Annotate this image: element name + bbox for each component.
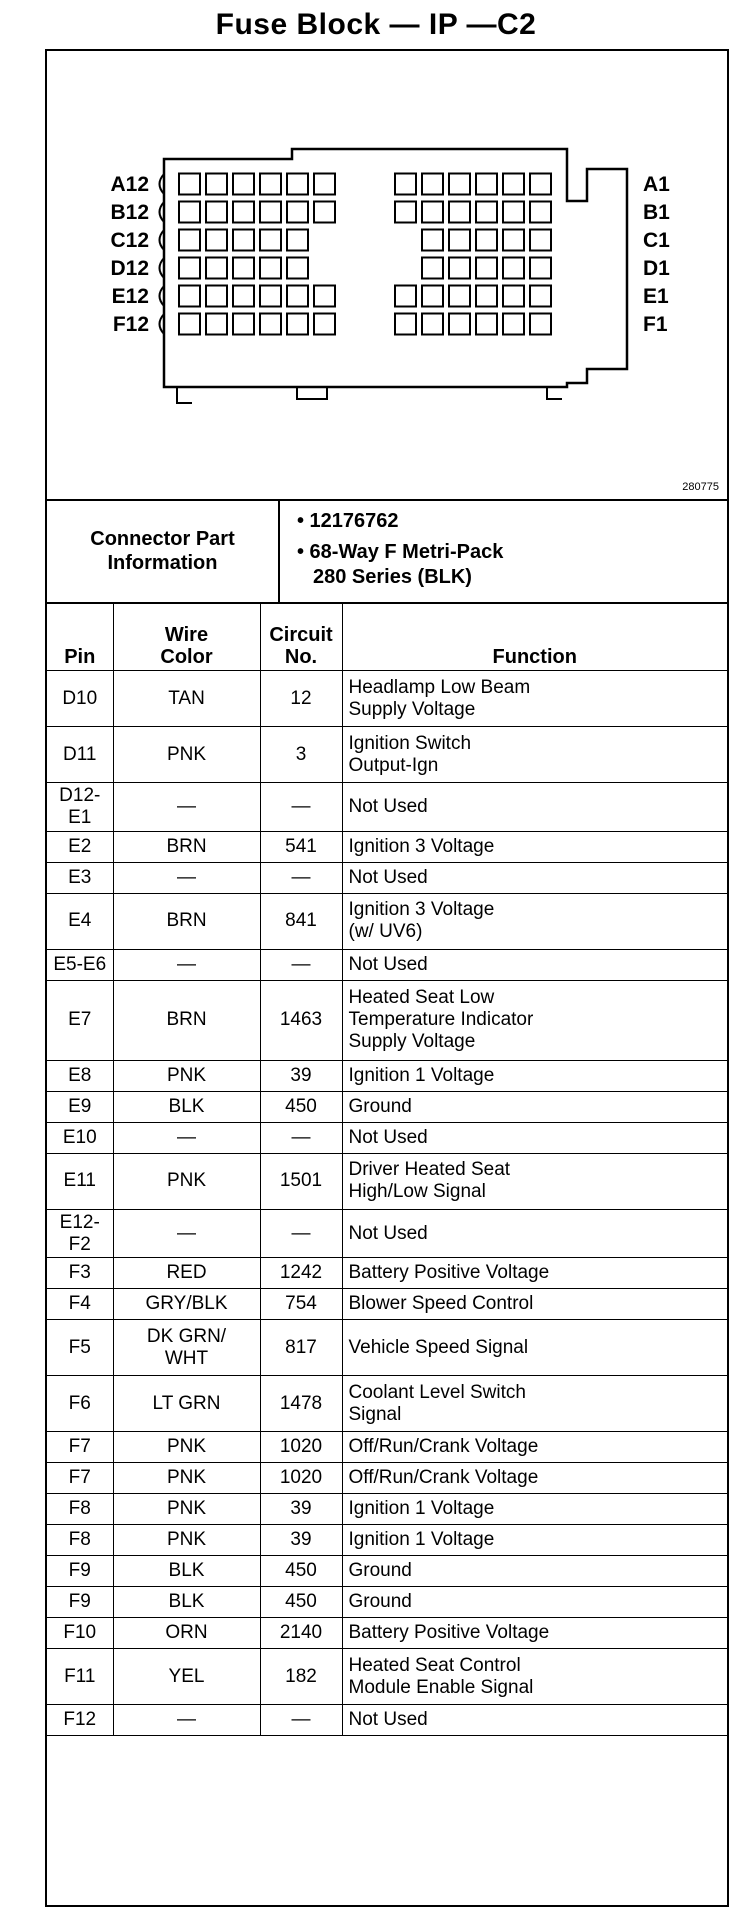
wire-color-cell: PNK bbox=[113, 1525, 260, 1556]
row-label-left: C12 bbox=[110, 229, 149, 252]
pin-cell: F4 bbox=[47, 1289, 113, 1320]
terminal-cavity bbox=[476, 314, 497, 335]
terminal-cavity bbox=[233, 286, 254, 307]
connector-part-list bbox=[297, 509, 503, 596]
terminal-cavity bbox=[233, 174, 254, 195]
function-cell: Battery Positive Voltage bbox=[342, 1618, 727, 1649]
wire-color-cell: LT GRN bbox=[113, 1376, 260, 1432]
function-cell: Ignition 1 Voltage bbox=[342, 1525, 727, 1556]
row-label-right: F1 bbox=[643, 313, 668, 336]
terminal-cavity bbox=[314, 202, 335, 223]
terminal-cavity bbox=[287, 286, 308, 307]
row-label-left: E12 bbox=[111, 285, 149, 308]
wire-color-cell: BRN bbox=[113, 831, 260, 862]
terminal-cavity bbox=[476, 202, 497, 223]
function-cell: Vehicle Speed Signal bbox=[342, 1320, 727, 1376]
circuit-number-cell: 1501 bbox=[260, 1153, 342, 1209]
row-label-right: E1 bbox=[643, 285, 669, 308]
terminal-cavity bbox=[503, 286, 524, 307]
pin-cell: E4 bbox=[47, 893, 113, 949]
terminal-cavity bbox=[395, 174, 416, 195]
terminal-cavity bbox=[530, 258, 551, 279]
connector-document-frame bbox=[45, 49, 729, 1907]
terminal-cavity bbox=[422, 202, 443, 223]
table-row bbox=[47, 1587, 727, 1618]
terminal-cavity bbox=[206, 314, 227, 335]
pin-cell: E5-E6 bbox=[47, 949, 113, 980]
terminal-cavity bbox=[179, 174, 200, 195]
terminal-cavity bbox=[449, 174, 470, 195]
terminal-cavity bbox=[260, 174, 281, 195]
row-label-left: F12 bbox=[112, 313, 149, 336]
wire-color-cell: PNK bbox=[113, 1153, 260, 1209]
function-cell: Driver Heated Seat High/Low Signal bbox=[342, 1153, 727, 1209]
row-label-left: D12 bbox=[110, 257, 149, 280]
circuit-number-cell: 39 bbox=[260, 1494, 342, 1525]
circuit-number-cell: 817 bbox=[260, 1320, 342, 1376]
terminal-cavity bbox=[206, 230, 227, 251]
terminal-cavity bbox=[449, 286, 470, 307]
terminal-cavity bbox=[287, 258, 308, 279]
circuit-number-cell: 450 bbox=[260, 1556, 342, 1587]
circuit-number-cell: 541 bbox=[260, 831, 342, 862]
terminal-cavity bbox=[260, 286, 281, 307]
function-cell: Not Used bbox=[342, 1122, 727, 1153]
table-row bbox=[47, 1432, 727, 1463]
row-label-right: D1 bbox=[643, 257, 670, 280]
wire-color-cell: DK GRN/ WHT bbox=[113, 1320, 260, 1376]
terminal-cavity bbox=[449, 230, 470, 251]
wire-color-cell: — bbox=[113, 783, 260, 832]
terminal-cavity bbox=[314, 314, 335, 335]
circuit-number-cell: — bbox=[260, 1705, 342, 1736]
table-row bbox=[47, 1376, 727, 1432]
latch-tab bbox=[547, 387, 562, 399]
terminal-cavity bbox=[179, 258, 200, 279]
table-row bbox=[47, 1618, 727, 1649]
terminal-cavity bbox=[179, 202, 200, 223]
terminal-cavity bbox=[179, 314, 200, 335]
circuit-number-cell: 841 bbox=[260, 893, 342, 949]
terminal-cavity bbox=[503, 314, 524, 335]
function-cell: Not Used bbox=[342, 862, 727, 893]
table-row bbox=[47, 1060, 727, 1091]
table-row bbox=[47, 1649, 727, 1705]
terminal-cavity bbox=[233, 258, 254, 279]
row-label-right: A1 bbox=[643, 173, 670, 196]
table-row bbox=[47, 727, 727, 783]
pin-cell: F9 bbox=[47, 1556, 113, 1587]
circuit-number-cell: 3 bbox=[260, 727, 342, 783]
page-title: Fuse Block — IP —C2 bbox=[215, 8, 537, 41]
connector-diagram bbox=[47, 51, 727, 501]
terminal-cavity bbox=[449, 258, 470, 279]
latch-tab bbox=[177, 387, 192, 403]
function-cell: Ground bbox=[342, 1091, 727, 1122]
terminal-cavity bbox=[260, 258, 281, 279]
terminal-cavity bbox=[206, 258, 227, 279]
wire-color-cell: — bbox=[113, 949, 260, 980]
row-label-left: B12 bbox=[110, 201, 149, 224]
pin-cell: E7 bbox=[47, 980, 113, 1060]
circuit-number-cell: 39 bbox=[260, 1060, 342, 1091]
pin-cell: F8 bbox=[47, 1525, 113, 1556]
table-row bbox=[47, 1494, 727, 1525]
function-cell: Battery Positive Voltage bbox=[342, 1258, 727, 1289]
function-cell: Off/Run/Crank Voltage bbox=[342, 1432, 727, 1463]
terminal-cavity bbox=[476, 174, 497, 195]
header-wire-color: Wire Color bbox=[113, 602, 260, 671]
function-cell: Not Used bbox=[342, 783, 727, 832]
table-row bbox=[47, 949, 727, 980]
circuit-number-cell: — bbox=[260, 1209, 342, 1258]
pinout-table bbox=[47, 602, 727, 1736]
circuit-number-cell: 1020 bbox=[260, 1432, 342, 1463]
pin-cell: F10 bbox=[47, 1618, 113, 1649]
circuit-number-cell: — bbox=[260, 1122, 342, 1153]
circuit-number-cell: 1478 bbox=[260, 1376, 342, 1432]
row-label-right: B1 bbox=[643, 201, 670, 224]
table-row bbox=[47, 980, 727, 1060]
pin-cell: F7 bbox=[47, 1432, 113, 1463]
terminal-cavity bbox=[530, 230, 551, 251]
terminal-cavity bbox=[530, 314, 551, 335]
connector-face-drawing bbox=[47, 51, 727, 499]
circuit-number-cell: 12 bbox=[260, 671, 342, 727]
function-cell: Off/Run/Crank Voltage bbox=[342, 1463, 727, 1494]
connector-part-information bbox=[47, 499, 727, 604]
terminal-cavity bbox=[287, 230, 308, 251]
terminal-cavity bbox=[476, 258, 497, 279]
pin-cell: D12-E1 bbox=[47, 783, 113, 832]
diagram-reference-number: 280775 bbox=[682, 481, 719, 493]
terminal-cavity bbox=[530, 202, 551, 223]
function-cell: Heated Seat Low Temperature Indicator Supply Voltage bbox=[342, 980, 727, 1060]
function-cell: Coolant Level Switch Signal bbox=[342, 1376, 727, 1432]
wire-color-cell: — bbox=[113, 1122, 260, 1153]
table-row bbox=[47, 783, 727, 832]
circuit-number-cell: 1020 bbox=[260, 1463, 342, 1494]
header-circuit-number: Circuit No. bbox=[260, 602, 342, 671]
terminal-cavity bbox=[179, 286, 200, 307]
terminal-cavity bbox=[503, 230, 524, 251]
table-row bbox=[47, 1209, 727, 1258]
pin-cell: D10 bbox=[47, 671, 113, 727]
terminal-cavity bbox=[422, 314, 443, 335]
terminal-cavity bbox=[395, 202, 416, 223]
terminal-cavity bbox=[422, 258, 443, 279]
wire-color-cell: PNK bbox=[113, 727, 260, 783]
function-cell: Headlamp Low Beam Supply Voltage bbox=[342, 671, 727, 727]
wire-color-cell: GRY/BLK bbox=[113, 1289, 260, 1320]
terminal-cavity bbox=[449, 202, 470, 223]
table-row bbox=[47, 1463, 727, 1494]
pin-cell: F5 bbox=[47, 1320, 113, 1376]
table-row bbox=[47, 1153, 727, 1209]
table-row bbox=[47, 671, 727, 727]
latch-tab bbox=[297, 387, 327, 399]
wire-color-cell: — bbox=[113, 862, 260, 893]
circuit-number-cell: 1242 bbox=[260, 1258, 342, 1289]
wire-color-cell: PNK bbox=[113, 1494, 260, 1525]
header-pin: Pin bbox=[47, 602, 113, 671]
function-cell: Ignition 3 Voltage bbox=[342, 831, 727, 862]
terminal-cavity bbox=[314, 286, 335, 307]
table-row bbox=[47, 1122, 727, 1153]
table-row bbox=[47, 1289, 727, 1320]
wire-color-cell: YEL bbox=[113, 1649, 260, 1705]
terminal-cavity bbox=[233, 230, 254, 251]
pin-cell: F8 bbox=[47, 1494, 113, 1525]
wire-color-cell: BRN bbox=[113, 893, 260, 949]
function-cell: Ignition 1 Voltage bbox=[342, 1060, 727, 1091]
pin-cell: E10 bbox=[47, 1122, 113, 1153]
pin-cell: E2 bbox=[47, 831, 113, 862]
terminal-cavity bbox=[422, 286, 443, 307]
wire-color-cell: ORN bbox=[113, 1618, 260, 1649]
circuit-number-cell: — bbox=[260, 783, 342, 832]
pin-cell: F12 bbox=[47, 1705, 113, 1736]
terminal-cavity bbox=[530, 174, 551, 195]
row-label-left: A12 bbox=[110, 173, 149, 196]
pin-cell: E12-F2 bbox=[47, 1209, 113, 1258]
wire-color-cell: BLK bbox=[113, 1091, 260, 1122]
table-row bbox=[47, 1258, 727, 1289]
pin-cell: F11 bbox=[47, 1649, 113, 1705]
row-label-right: C1 bbox=[643, 229, 670, 252]
function-cell: Not Used bbox=[342, 949, 727, 980]
table-row bbox=[47, 893, 727, 949]
terminal-cavity bbox=[206, 174, 227, 195]
terminal-cavity bbox=[260, 230, 281, 251]
table-row bbox=[47, 1320, 727, 1376]
terminal-cavity bbox=[422, 230, 443, 251]
terminal-cavity bbox=[449, 314, 470, 335]
terminal-cavity bbox=[503, 202, 524, 223]
circuit-number-cell: 39 bbox=[260, 1525, 342, 1556]
terminal-cavity bbox=[260, 202, 281, 223]
terminal-cavity bbox=[287, 174, 308, 195]
table-row bbox=[47, 862, 727, 893]
header-function: Function bbox=[342, 602, 727, 671]
wire-color-cell: BLK bbox=[113, 1587, 260, 1618]
table-header-row bbox=[47, 602, 727, 671]
pin-cell: E11 bbox=[47, 1153, 113, 1209]
wire-color-cell: PNK bbox=[113, 1432, 260, 1463]
wire-color-cell: BLK bbox=[113, 1556, 260, 1587]
pin-cell: E3 bbox=[47, 862, 113, 893]
pin-cell: F7 bbox=[47, 1463, 113, 1494]
connector-part-number: • 12176762 bbox=[297, 510, 399, 532]
function-cell: Heated Seat Control Module Enable Signal bbox=[342, 1649, 727, 1705]
circuit-number-cell: 2140 bbox=[260, 1618, 342, 1649]
table-row bbox=[47, 831, 727, 862]
terminal-cavity bbox=[206, 202, 227, 223]
pin-cell: D11 bbox=[47, 727, 113, 783]
terminal-cavity bbox=[503, 258, 524, 279]
terminal-cavity bbox=[179, 230, 200, 251]
circuit-number-cell: 182 bbox=[260, 1649, 342, 1705]
pin-cell: E9 bbox=[47, 1091, 113, 1122]
terminal-cavity bbox=[314, 174, 335, 195]
function-cell: Ignition Switch Output-Ign bbox=[342, 727, 727, 783]
wire-color-cell: TAN bbox=[113, 671, 260, 727]
terminal-cavity bbox=[503, 174, 524, 195]
function-cell: Not Used bbox=[342, 1209, 727, 1258]
table-row bbox=[47, 1556, 727, 1587]
connector-part-description: • 68-Way F Metri-Pack 280 Series (BLK) bbox=[297, 541, 504, 588]
terminal-cavity bbox=[206, 286, 227, 307]
table-row bbox=[47, 1525, 727, 1556]
terminal-cavity bbox=[287, 202, 308, 223]
terminal-cavity bbox=[476, 286, 497, 307]
connector-part-label: Connector Part Information bbox=[47, 499, 280, 602]
circuit-number-cell: — bbox=[260, 862, 342, 893]
circuit-number-cell: — bbox=[260, 949, 342, 980]
wire-color-cell: — bbox=[113, 1209, 260, 1258]
circuit-number-cell: 450 bbox=[260, 1091, 342, 1122]
pin-cell: F9 bbox=[47, 1587, 113, 1618]
function-cell: Ground bbox=[342, 1556, 727, 1587]
wire-color-cell: PNK bbox=[113, 1463, 260, 1494]
terminal-cavity bbox=[476, 230, 497, 251]
function-cell: Ignition 1 Voltage bbox=[342, 1494, 727, 1525]
terminal-cavity bbox=[395, 286, 416, 307]
pin-cell: F6 bbox=[47, 1376, 113, 1432]
pin-cell: E8 bbox=[47, 1060, 113, 1091]
terminal-cavity bbox=[530, 286, 551, 307]
terminal-cavity bbox=[395, 314, 416, 335]
wire-color-cell: — bbox=[113, 1705, 260, 1736]
circuit-number-cell: 1463 bbox=[260, 980, 342, 1060]
terminal-cavity bbox=[422, 174, 443, 195]
wire-color-cell: PNK bbox=[113, 1060, 260, 1091]
terminal-cavity bbox=[260, 314, 281, 335]
terminal-cavity bbox=[233, 314, 254, 335]
function-cell: Ground bbox=[342, 1587, 727, 1618]
circuit-number-cell: 754 bbox=[260, 1289, 342, 1320]
function-cell: Not Used bbox=[342, 1705, 727, 1736]
function-cell: Blower Speed Control bbox=[342, 1289, 727, 1320]
pinout-rows bbox=[47, 671, 727, 1736]
terminal-cavity bbox=[287, 314, 308, 335]
table-row bbox=[47, 1705, 727, 1736]
table-row bbox=[47, 1091, 727, 1122]
wire-color-cell: RED bbox=[113, 1258, 260, 1289]
wire-color-cell: BRN bbox=[113, 980, 260, 1060]
terminal-cavity bbox=[233, 202, 254, 223]
circuit-number-cell: 450 bbox=[260, 1587, 342, 1618]
pin-cell: F3 bbox=[47, 1258, 113, 1289]
function-cell: Ignition 3 Voltage (w/ UV6) bbox=[342, 893, 727, 949]
